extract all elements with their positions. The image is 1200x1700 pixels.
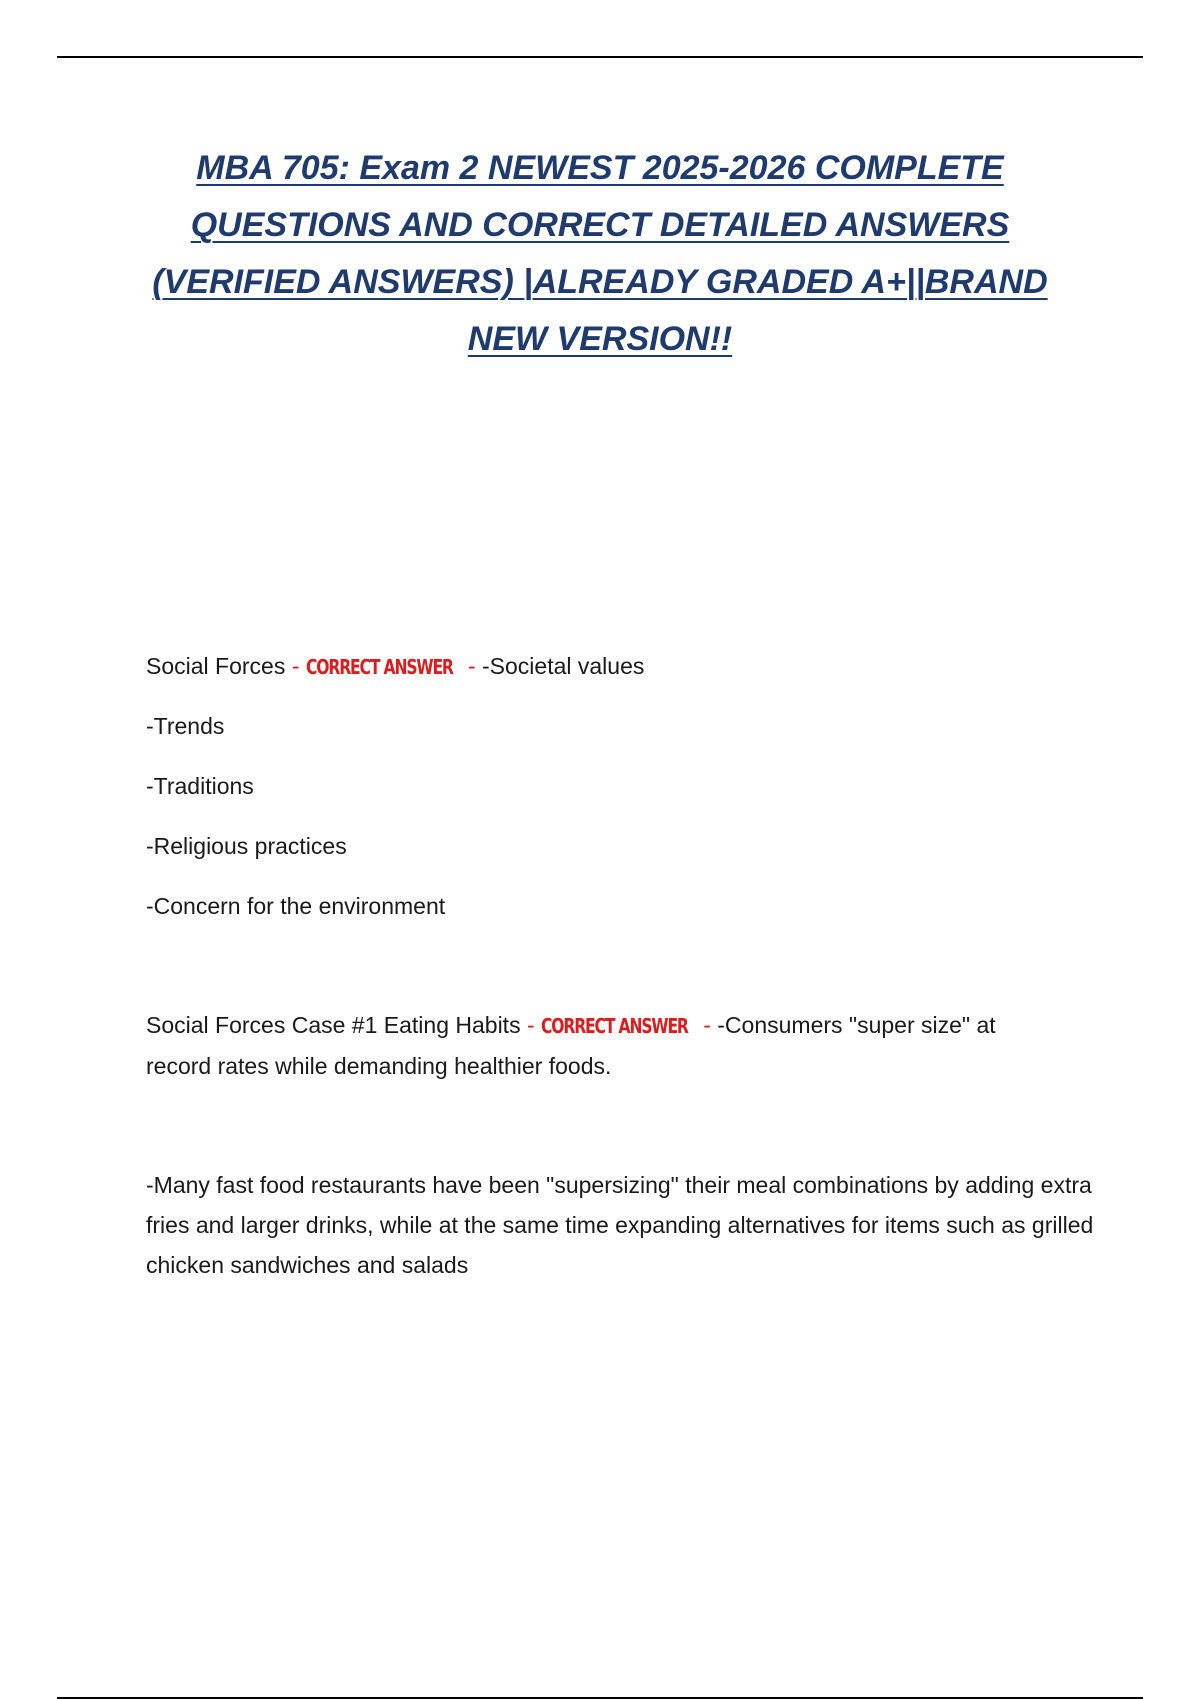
top-rule (57, 56, 1143, 58)
qa-item-eating-habits (146, 1005, 1096, 1086)
answer-list-item: -Concern for the environment (146, 893, 446, 919)
correct-answer-label: CORRECT ANSWER (541, 1014, 688, 1038)
answer-suffix: - (467, 653, 483, 679)
answer-prefix: - (520, 1012, 542, 1038)
answer-suffix: - (703, 1012, 718, 1038)
answer-prefix: - (285, 653, 306, 679)
answer-paragraph: -Many fast food restaurants have been "supersizing" their meal combinations by adding extra fries and larger drinks, while at the same time expanding alternatives for items such as grilled chicken sandwiches and salads (146, 1172, 1094, 1278)
document-title (120, 140, 1080, 368)
question-text: Social Forces (146, 653, 286, 679)
qa-item-social-forces (146, 646, 1096, 946)
question-line (146, 1005, 1096, 1046)
answer-list-item: -Trends (146, 713, 225, 739)
answer-list-item: -Traditions (146, 773, 254, 799)
question-line (146, 646, 1096, 706)
question-text: Social Forces Case #1 Eating Habits (146, 1012, 521, 1038)
bottom-rule (57, 1697, 1143, 1699)
title-line: NEW VERSION!! (467, 320, 733, 358)
answer-list-item: -Religious practices (146, 833, 347, 859)
title-line: QUESTIONS AND CORRECT DETAILED ANSWERS (190, 206, 1010, 244)
title-line: MBA 705: Exam 2 NEWEST 2025-2026 COMPLETE (196, 149, 1004, 187)
answer-text: -Consumers "super size" at (717, 1012, 996, 1038)
answer-paragraph-block (146, 1165, 1096, 1285)
title-line: (VERIFIED ANSWERS) |ALREADY GRADED A+||BRAND (152, 263, 1048, 301)
answer-continuation: record rates while demanding healthier foods. (146, 1053, 612, 1079)
answer-text: -Societal values (482, 653, 645, 679)
correct-answer-label: CORRECT ANSWER (305, 655, 453, 679)
